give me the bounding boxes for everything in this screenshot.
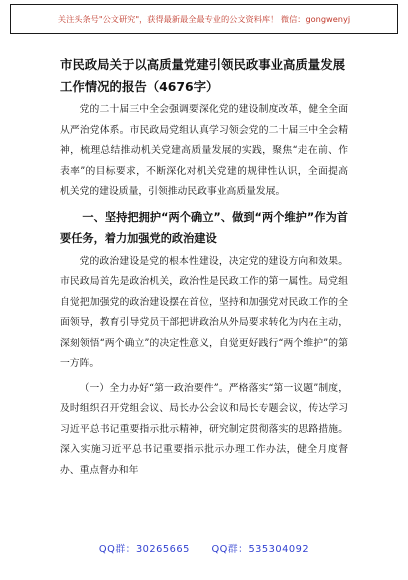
footer-qq-groups bbox=[0, 541, 408, 555]
footer-qq-group-1: QQ群：30265665 bbox=[98, 544, 190, 555]
subsection-paragraph-1: （一）全力办好“第一政治要件”。严格落实“第一议题”制度，及时组织召开党组会议、局长办公会议和局长专题会议，传达学习习近平总书记重要指示批示精神，研究制定贯彻落实的思路措施。深入实施习近平总书记重要指示批示办理工作办法，健全月度督办、重点督办和年 bbox=[60, 382, 348, 476]
promo-banner bbox=[10, 4, 398, 34]
promo-banner-text: 关注头条号"公文研究"，获得最新最全最专业的公文资料库！ 微信：gongwenyj bbox=[57, 13, 351, 24]
intro-paragraph: 党的二十届三中全会强调要深化党的建设制度改革，健全全面从严治党体系。市民政局党组认真学习领会党的二十届三中全会精神，梳理总结推动机关党建高质量发展的实践，聚焦“走在前、作表率”的目标要求，不断深化对机关党建的规律性认识，全面提高机关党的建设质量，引领推动民政事业高质量发展。 bbox=[60, 104, 348, 197]
footer-qq-group-2: QQ群：535304092 bbox=[211, 544, 310, 555]
document-body bbox=[60, 54, 348, 481]
section-heading-1: 一、坚持把拥护“两个确立”、做到“两个维护”作为首要任务，着力加强党的政治建设 bbox=[60, 210, 348, 245]
document-title: 市民政局关于以高质量党建引领民政事业高质量发展工作情况的报告（4676字） bbox=[60, 57, 345, 94]
section-paragraph-1: 党的政治建设是党的根本性建设，决定党的建设方向和效果。市民政局首先是政治机关，政治性是民政工作的第一属性。局党组自觉把加强党的政治建设摆在首位，坚持和加强党对民政工作的全面领导，教育引导党员干部把讲政治从外局要求转化为内在主动，深刻领悟“两个确立”的决定性意义，自觉更好践行“两个维护”的第一方阵。 bbox=[60, 255, 348, 369]
